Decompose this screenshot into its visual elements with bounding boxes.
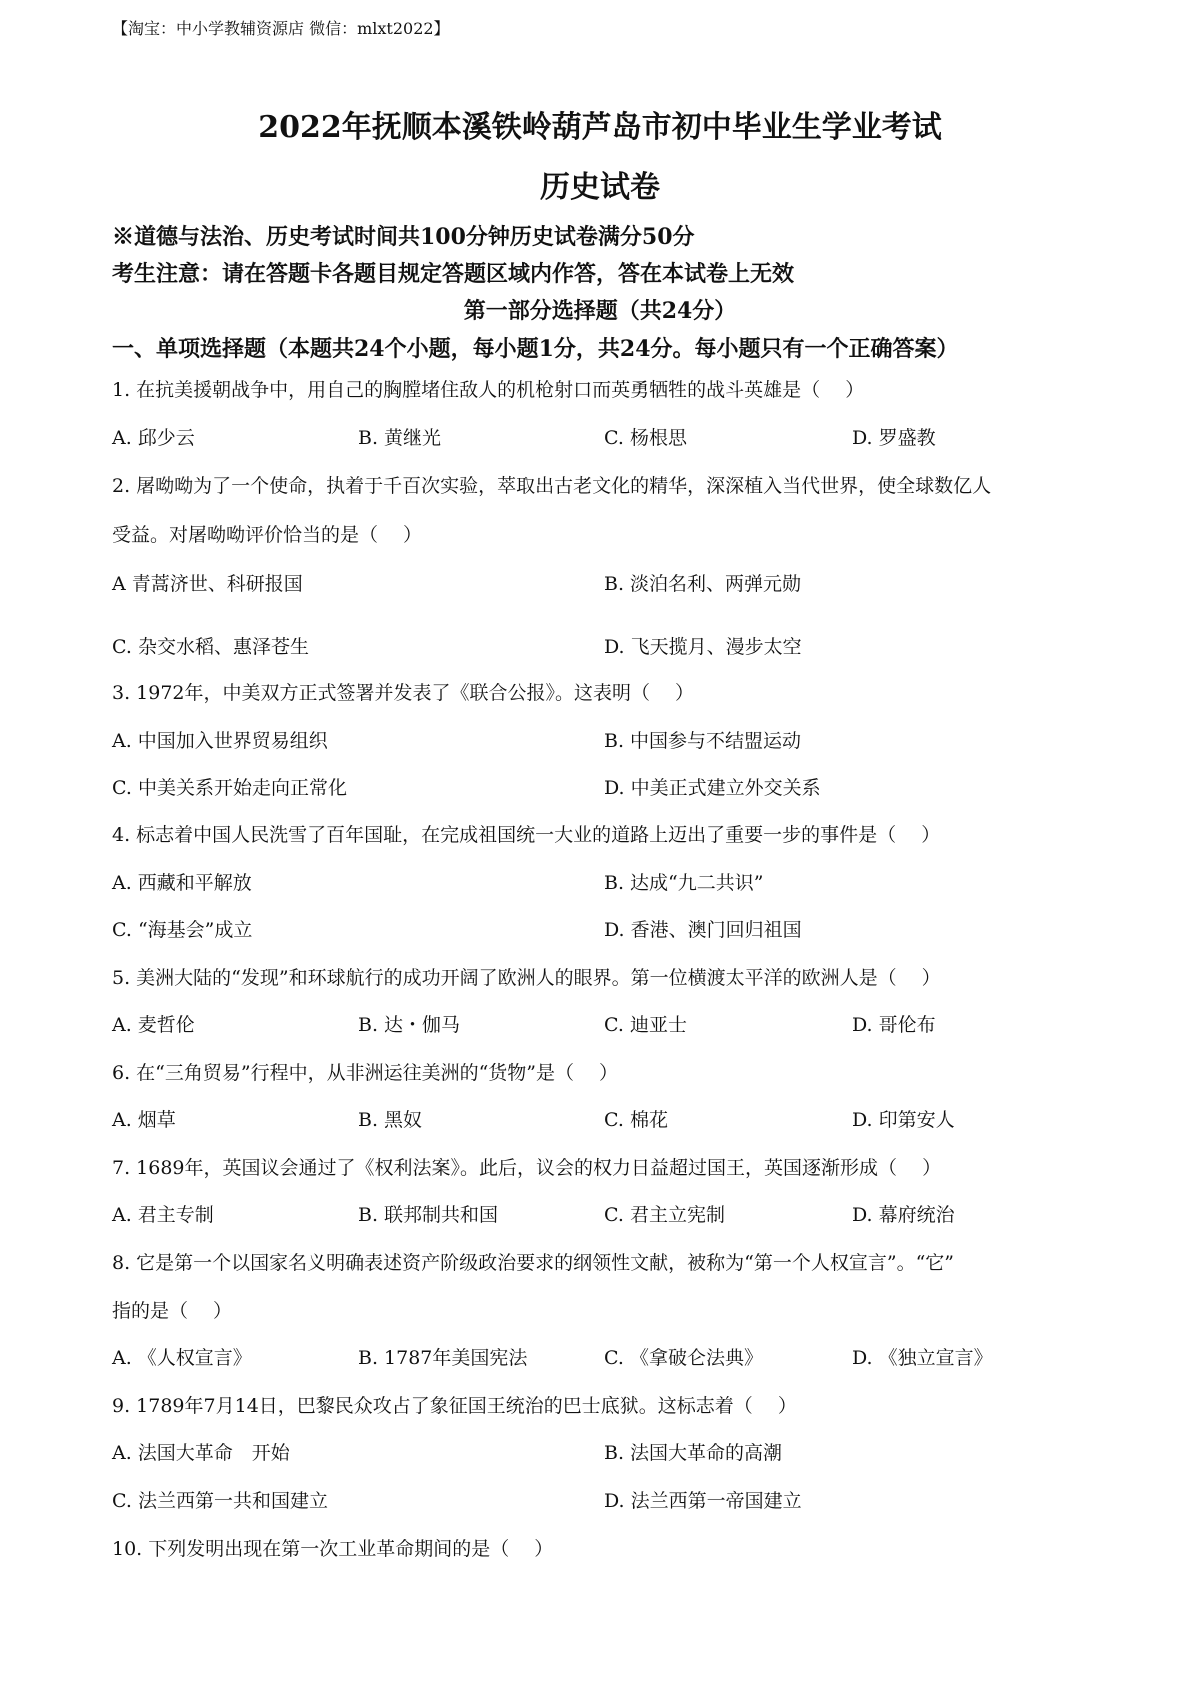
question-8-stem: 8. 它是第一个以国家名义明确表述资产阶级政治要求的纲领性文献，被称为“第一个人权宣言”。“它” (112, 1252, 955, 1274)
question-2-option-d: D. 飞天揽月、漫步太空 (604, 636, 802, 658)
question-1-option-b: B. 黄继光 (358, 427, 442, 449)
question-2-option-c: C. 杂交水稻、惠泽苍生 (112, 636, 309, 658)
question-5-option-c: C. 迪亚士 (604, 1014, 687, 1036)
question-9-option-d: D. 法兰西第一帝国建立 (604, 1490, 802, 1512)
question-5-option-a: A. 麦哲伦 (112, 1014, 195, 1036)
question-8-option-a: A. 《人权宣言》 (112, 1347, 252, 1369)
question-5-option-d: D. 哥伦布 (852, 1014, 936, 1036)
question-4-option-c: C. “海基会”成立 (112, 919, 253, 941)
question-7-option-b: B. 联邦制共和国 (358, 1204, 499, 1226)
question-9-option-a: A. 法国大革命 开始 (112, 1442, 290, 1464)
question-2-option-b: B. 淡泊名利、两弹元勋 (604, 573, 802, 595)
question-5-option-b: B. 达・伽马 (358, 1014, 461, 1036)
question-1-option-a: A. 邱少云 (112, 427, 195, 449)
question-9-stem: 9. 1789年7月14日，巴黎民众攻占了象征国王统治的巴士底狱。这标志着（ ） (112, 1395, 797, 1417)
question-2-option-a: A 青蒿济世、科研报国 (112, 573, 303, 595)
question-8-option-d: D. 《独立宣言》 (852, 1347, 993, 1369)
question-9-option-c: C. 法兰西第一共和国建立 (112, 1490, 328, 1512)
question-8-option-c: C. 《拿破仑法典》 (604, 1347, 763, 1369)
question-7-option-c: C. 君主立宪制 (604, 1204, 725, 1226)
question-4-stem: 4. 标志着中国人民洗雪了百年国耻，在完成祖国统一大业的道路上迈出了重要一步的事件是（ ） (112, 824, 941, 846)
question-4-option-a: A. 西藏和平解放 (112, 872, 252, 894)
question-6-option-b: B. 黑奴 (358, 1109, 423, 1131)
question-6-stem: 6. 在“三角贸易”行程中，从非洲运往美洲的“货物”是（ ） (112, 1062, 619, 1084)
question-4-option-b: B. 达成“九二共识” (604, 872, 764, 894)
question-8-option-b: B. 1787年美国宪法 (358, 1347, 528, 1369)
question-7-stem: 7. 1689年，英国议会通过了《权利法案》。此后，议会的权力日益超过国王，英国逐渐形成（ ） (112, 1157, 942, 1179)
header-note: 【淘宝：中小学教辅资源店 微信：mlxt2022】 (112, 19, 450, 38)
question-1-option-c: C. 杨根思 (604, 427, 687, 449)
question-1-option-d: D. 罗盛教 (852, 427, 936, 449)
question-3-option-d: D. 中美正式建立外交关系 (604, 777, 821, 799)
question-6-option-d: D. 印第安人 (852, 1109, 955, 1131)
question-10-stem: 10. 下列发明出现在第一次工业革命期间的是（ ） (112, 1538, 554, 1560)
question-6-option-a: A. 烟草 (112, 1109, 176, 1131)
question-3-stem: 3. 1972年，中美双方正式签署并发表了《联合公报》。这表明（ ） (112, 682, 695, 704)
exam-time-note: ※道德与法治、历史考试时间共100分钟历史试卷满分50分 (112, 224, 695, 250)
part-title: 第一部分选择题（共24分） (463, 298, 737, 324)
question-3-option-c: C. 中美关系开始走向正常化 (112, 777, 347, 799)
candidate-note: 考生注意：请在答题卡各题目规定答题区域内作答，答在本试卷上无效 (112, 261, 795, 287)
exam-title: 2022年抚顺本溪铁岭葫芦岛市初中毕业生学业考试 (258, 110, 942, 145)
question-5-stem: 5. 美洲大陆的“发现”和环球航行的成功开阔了欧洲人的眼界。第一位横渡太平洋的欧洲人是（ ） (112, 967, 941, 989)
section-title: 一、单项选择题（本题共24个小题，每小题1分，共24分。每小题只有一个正确答案） (112, 336, 959, 362)
question-9-option-b: B. 法国大革命的高潮 (604, 1442, 783, 1464)
question-1-stem: 1. 在抗美援朝战争中，用自己的胸膛堵住敌人的机枪射口而英勇牺牲的战斗英雄是（ ） (112, 379, 865, 401)
exam-subtitle: 历史试卷 (540, 170, 660, 205)
question-2-stem-cont: 受益。对屠呦呦评价恰当的是（ ） (112, 524, 423, 546)
question-6-option-c: C. 棉花 (604, 1109, 668, 1131)
question-4-option-d: D. 香港、澳门回归祖国 (604, 919, 802, 941)
question-3-option-a: A. 中国加入世界贸易组织 (112, 730, 328, 752)
question-7-option-d: D. 幕府统治 (852, 1204, 955, 1226)
question-7-option-a: A. 君主专制 (112, 1204, 214, 1226)
question-3-option-b: B. 中国参与不结盟运动 (604, 730, 802, 752)
question-8-stem-cont: 指的是（ ） (112, 1300, 233, 1322)
question-2-stem: 2. 屠呦呦为了一个使命，执着于千百次实验，萃取出古老文化的精华，深深植入当代世界，使全球数亿人 (112, 475, 992, 497)
